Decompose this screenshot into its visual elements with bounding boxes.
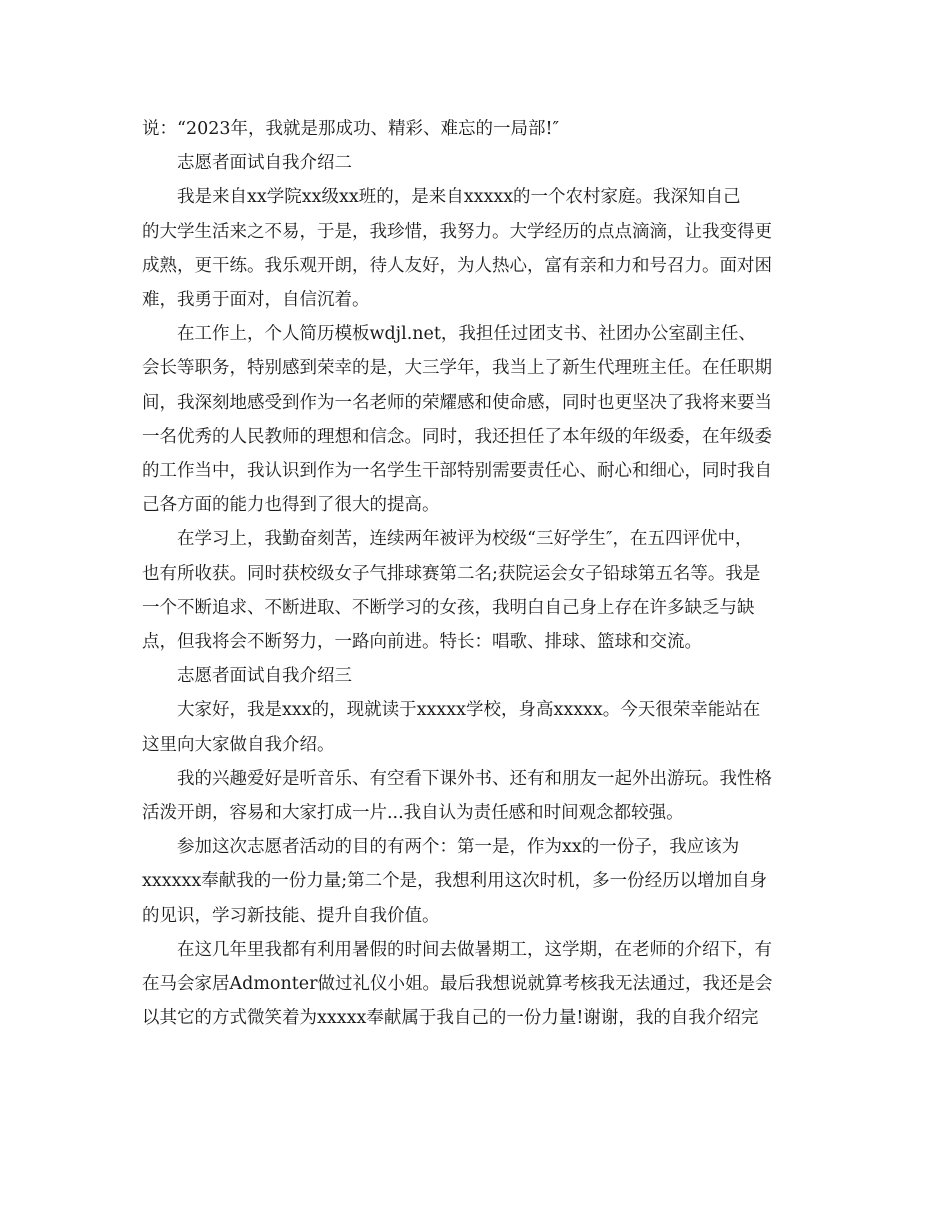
text-line: 在马会家居Admonter做过礼仪小姐。最后我想说就算考核我无法通过，我还是会	[142, 974, 773, 995]
text-line: 的见识，学习新技能、提升自我价值。	[142, 905, 440, 926]
section-heading-3: 志愿者面试自我介绍三	[177, 666, 352, 687]
text-line: 在工作上，个人简历模板wdjl.net，我担任过团支书、社团办公室副主任、	[177, 324, 756, 345]
text-line: 这里向大家做自我介绍。	[142, 734, 335, 755]
text-line: 成熟，更干练。我乐观开朗，待人友好，为人热心，富有亲和力和号召力。面对困	[142, 255, 772, 276]
text-line: 也有所收获。同时获校级女子气排球赛第二名;获院运会女子铅球第五名等。我是	[142, 563, 761, 584]
text-line: 在学习上，我勤奋刻苦，连续两年被评为校级“三好学生″，在五四评优中，	[177, 529, 753, 550]
text-line: 点，但我将会不断努力，一路向前进。特长：唱歌、排球、篮球和交流。	[142, 632, 702, 653]
document-body	[142, 112, 814, 1035]
text-line: 己各方面的能力也得到了很大的提高。	[142, 495, 440, 516]
text-line: 活泼开朗，容易和大家打成一片...我自认为责任感和时间观念都较强。	[142, 803, 684, 824]
text-line: 参加这次志愿者活动的目的有两个：第一是，作为xx的一份子，我应该为	[177, 837, 740, 858]
text-line: 在这几年里我都有利用暑假的时间去做暑期工，这学期，在老师的介绍下，有	[177, 939, 772, 960]
text-line: 会长等职务，特别感到荣幸的是，大三学年，我当上了新生代理班主任。在任职期	[142, 358, 772, 379]
text-line: 以其它的方式微笑着为xxxxx奉献属于我自己的一份力量!谢谢，我的自我介绍完	[142, 1008, 759, 1029]
text-line: 间，我深刻地感受到作为一名老师的荣耀感和使命感，同时也更坚决了我将来要当	[142, 392, 772, 413]
text-line: 大家好，我是xxx的，现就读于xxxxx学校，身高xxxxx。今天很荣幸能站在	[177, 700, 761, 721]
text-line: 说：“2023年，我就是那成功、精彩、难忘的一局部!″	[142, 119, 560, 139]
text-line: 的大学生活来之不易，于是，我珍惜，我努力。大学经历的点点滴滴，让我变得更	[142, 221, 772, 242]
text-line: xxxxxx奉献我的一份力量;第二个是，我想利用这次时机，多一份经历以增加自身	[142, 871, 768, 892]
text-line: 一个不断追求、不断进取、不断学习的女孩，我明白自己身上存在许多缺乏与缺	[142, 597, 755, 618]
text-line: 的工作当中，我认识到作为一名学生干部特别需要责任心、耐心和细心，同时我自	[142, 461, 772, 482]
section-heading-2: 志愿者面试自我介绍二	[177, 153, 352, 174]
text-line: 一名优秀的人民教师的理想和信念。同时，我还担任了本年级的年级委，在年级委	[142, 426, 772, 447]
text-line: 我的兴趣爱好是听音乐、有空看下课外书、还有和朋友一起外出游玩。我性格	[177, 768, 772, 789]
text-line: 难，我勇于面对，自信沉着。	[142, 290, 370, 311]
text-line: 我是来自xx学院xx级xx班的，是来自xxxxx的一个农村家庭。我深知自己	[177, 187, 741, 208]
